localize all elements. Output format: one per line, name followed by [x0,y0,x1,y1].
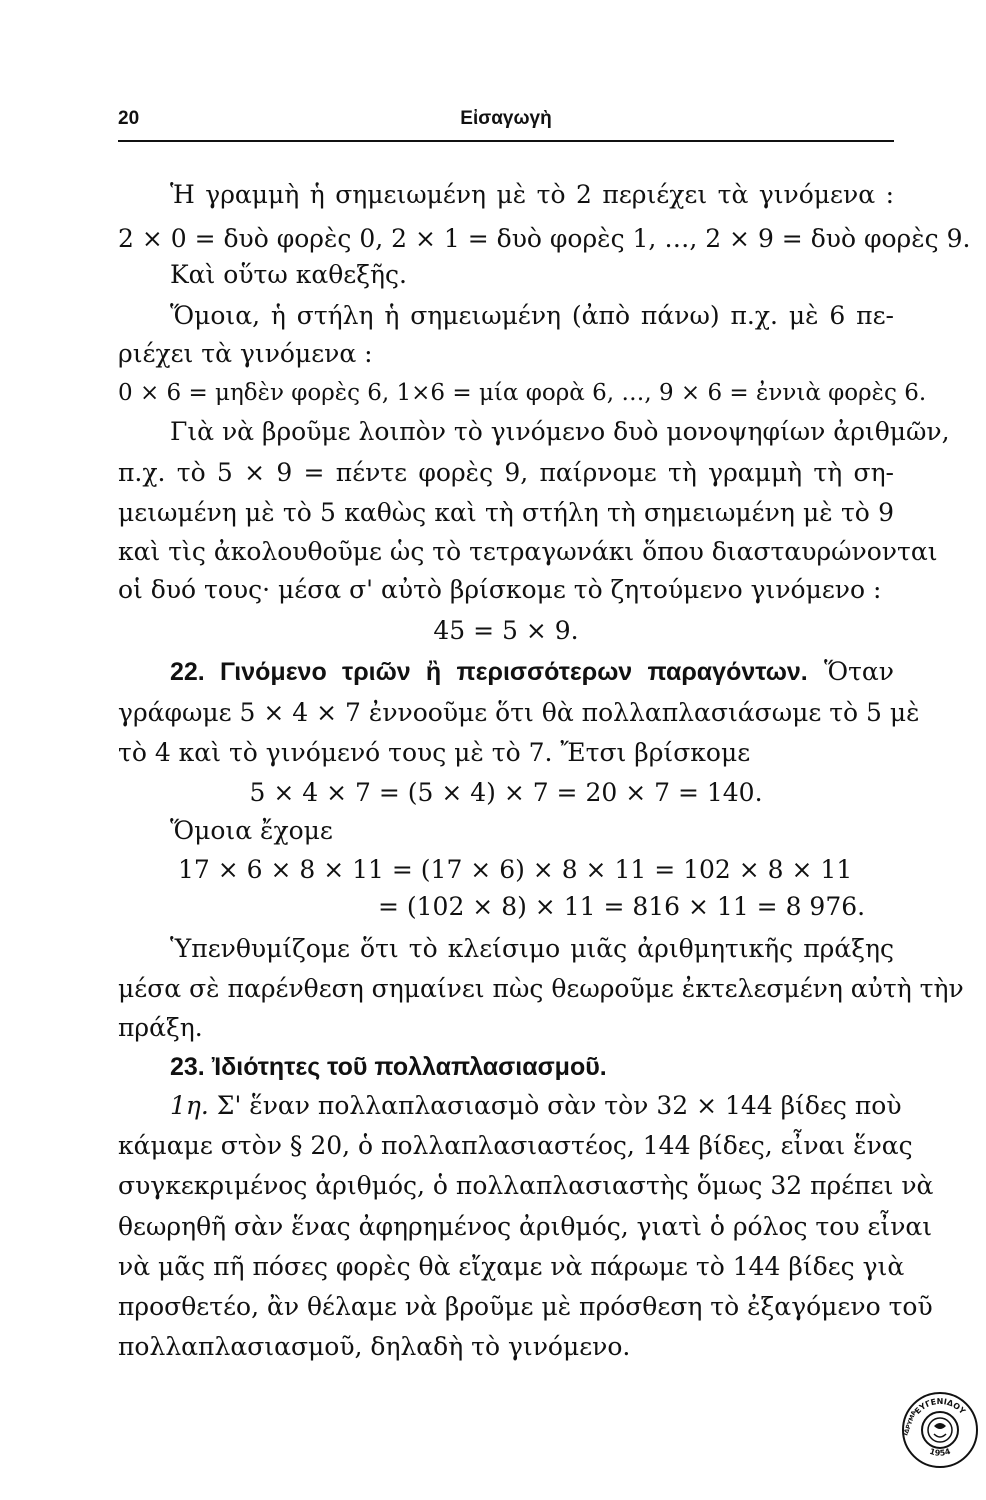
page-number: 20 [118,108,140,129]
foundation-seal-icon [900,1390,980,1470]
seal-left-text: ΙΔΡΥΜΑ [902,1409,918,1437]
text-line: Σ' ἕναν πολλαπλασιασμὸ σὰν τὸν 32 × 144 βίδες ποὺ [216,1091,902,1120]
text-line: πράξη. [118,1013,203,1042]
text-line: πολλαπλασιασμοῦ, δηλαδὴ τὸ γινόμενο. [118,1332,631,1361]
section-23-heading [170,1050,894,1084]
seal-top-text: ΕΥΓΕΝΙΔΟΥ [912,1396,968,1416]
text-line: συγκεκριμένος ἀριθμός, ὁ πολλαπλασιαστὴς ὅμως 32 πρέπει νὰ [118,1171,934,1200]
equation: 17 × 6 × 8 × 11 = (17 × 6) × 8 × 11 = 102 × 8 × 11 [178,855,853,884]
property-label: 1η. [170,1091,209,1120]
text-line: π.χ. τὸ 5 × 9 = πέντε φορὲς 9, παίρνομε τὴ γραμμὴ τὴ ση- [118,458,894,487]
text-line: Γιὰ νὰ βροῦμε λοιπὸν τὸ γινόμενο δυὸ μονοψηφίων ἀριθμῶν, [170,417,950,446]
text-line: μειωμένη μὲ τὸ 5 καθὼς καὶ τὴ στήλη τὴ σημειωμένη μὲ τὸ 9 [118,498,894,527]
equation: = (102 × 8) × 11 = 816 × 11 = 8 976. [378,892,866,921]
text-line: νὰ μᾶς πῆ πόσες φορὲς θὰ εἴχαμε νὰ πάρωμε τὸ 144 βίδες γιὰ [118,1252,905,1281]
section-22-first-line [170,655,894,689]
equation: 5 × 4 × 7 = (5 × 4) × 7 = 20 × 7 = 140. [249,778,763,807]
section-22-heading: 22. Γινόμενο τριῶν ἢ περισσότερων παραγόντων. [170,658,808,686]
section-23-first-line [170,1089,902,1123]
running-header [118,106,894,134]
text-line: μέσα σὲ παρένθεση σημαίνει πὼς θεωροῦμε ἐκτελεσμένη αὐτὴ τὴν [118,974,964,1003]
text-line: οἱ δυό τους· μέσα σ' αὐτὸ βρίσκομε τὸ ζητούμενο γινόμενο : [118,575,882,604]
text-line: Ὑπενθυμίζομε ὅτι τὸ κλείσιμο μιᾶς ἀριθμητικῆς πράξης [170,934,894,963]
section-22-continuation: Ὅταν [823,657,894,686]
text-line: Ὅμοια, ἡ στήλη ἡ σημειωμένη (ἀπὸ πάνω) π.χ. μὲ 6 πε- [170,301,894,330]
text-line: Ὅμοια ἔχομε [170,816,333,845]
section-23-heading-text: 23. Ἰδιότητες τοῦ πολλαπλασιασμοῦ. [170,1053,607,1081]
text-line: θεωρηθῆ σὰν ἕνας ἀφηρημένος ἀριθμός, γιατὶ ὁ ρόλος του εἶναι [118,1212,933,1241]
text-line: γράφωμε 5 × 4 × 7 ἐννοοῦμε ὅτι θὰ πολλαπλασιάσωμε τὸ 5 μὲ [118,698,920,727]
header-rule [118,140,894,142]
text-line: κάμαμε στὸν § 20, ὁ πολλαπλασιαστέος, 144 βίδες, εἶναι ἕνας [118,1131,913,1160]
text-line: προσθετέο, ἂν θέλαμε νὰ βροῦμε μὲ πρόσθεση τὸ ἐξαγόμενο τοῦ [118,1292,933,1321]
text-line: Ἡ γραμμὴ ἡ σημειωμένη μὲ τὸ 2 περιέχει τὰ γινόμενα : [170,180,894,209]
seal-year: 1954 [928,1446,952,1458]
text-line: τὸ 4 καὶ τὸ γινόμενό τους μὲ τὸ 7. Ἔτσι βρίσκομε [118,738,751,767]
equation: 45 = 5 × 9. [433,616,579,645]
text-line: ριέχει τὰ γινόμενα : [118,339,373,368]
text-line: 0 × 6 = μηδὲν φορὲς 6, 1×6 = μία φορὰ 6, …, 9 × 6 = ἐννιὰ φορὲς 6. [118,380,927,406]
text-line: Καὶ οὕτω καθεξῆς. [170,260,407,289]
text-line: 2 × 0 = δυὸ φορὲς 0, 2 × 1 = δυὸ φορὲς 1, …, 2 × 9 = δυὸ φορὲς 9. [118,224,971,253]
chapter-title: Εἰσαγωγὴ [460,108,552,129]
text-line: καὶ τὶς ἀκολουθοῦμε ὡς τὸ τετραγωνάκι ὅπου διασταυρώνονται [118,537,938,566]
